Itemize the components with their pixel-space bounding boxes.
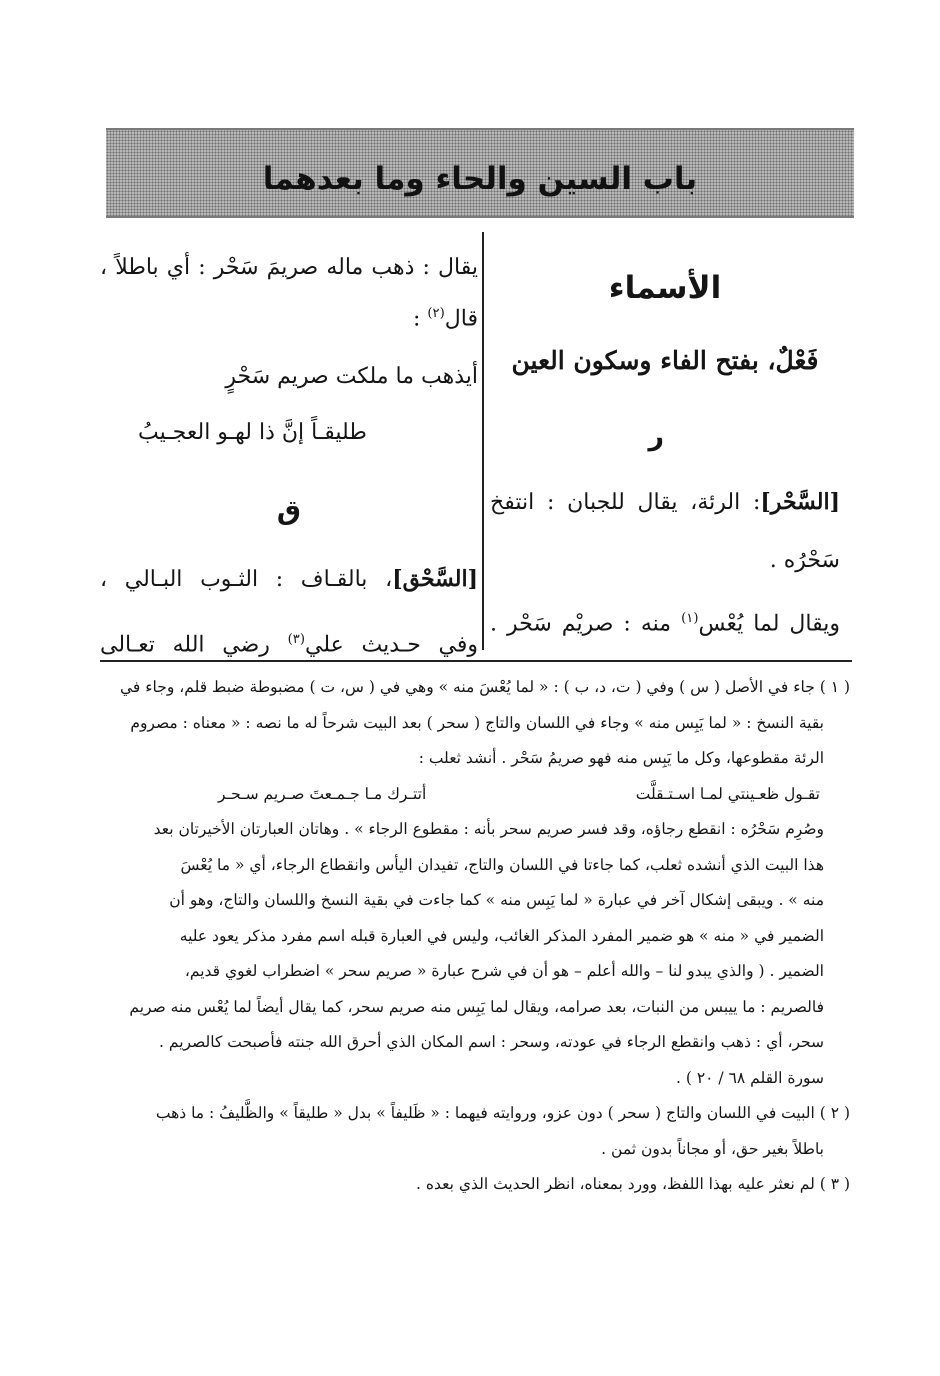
footnote-1-line: وصُرِم سَحْرُه : انقطع رجاؤه، وقد فسر صريم سحر بأنه : مقطوع الرجاء » . وهاتان العبارتان الأخيرتان بعد	[153, 820, 824, 838]
left-column	[100, 240, 478, 674]
footnote-3-line: ( ٣ ) لم نعثر عليه بهذا اللفظ، وورد بمعناه، انظر الحديث الذي بعده .	[416, 1175, 850, 1193]
footnotes	[98, 670, 850, 1203]
footnote-1-verse	[98, 777, 850, 813]
section-title: الأسماء	[608, 270, 722, 306]
entry-text: ، بالقـاف : الثـوب البـالي ،	[100, 567, 393, 593]
verse-hemistich-2: طليقـاً إنَّ ذا لهـو العجـيبُ	[138, 420, 367, 446]
footnote-1-line: ( ١ ) جاء في الأصل ( س ) وفي ( ت، د، ب ) : « لما يُعْسَ منه » وهي في ( س، ت ) مضبوطة ضبط قلم، وجاء في	[120, 678, 850, 696]
entry-sahr-line2: سَحْرُه .	[769, 548, 840, 573]
footnote-1-line: سحر، أي : ذهب وانقطع الرجاء في عودته، وسحر : اسم المكان الذي أحرق الله جنته فأصبحت كالصريم .	[159, 1033, 824, 1051]
entry-text: رضي الله تعـالى	[100, 632, 288, 658]
footnote-1-line: بقية النسخ : « لما يَبِس منه » وجاء في اللسان والتاج ( سحر ) بعد البيت شرحاً له ما نصه : « معناه : مصروم	[130, 713, 824, 732]
footnote-divider	[100, 660, 852, 662]
entry-headword: [السَّحْق]	[392, 566, 478, 593]
left-line2	[100, 296, 478, 337]
entry-sahq-line2	[100, 612, 478, 673]
footnote-ref-3[interactable]: (٣)	[287, 632, 306, 648]
entry-text: : الرئة، يقال للجبان : انتفخ	[490, 490, 761, 515]
footnote-ref-1[interactable]: (١)	[681, 611, 699, 626]
entry-sahr-line1	[490, 473, 840, 532]
footnote-1-line: الضمير في « منه » هو ضمير المفرد المذكر الغائب، وليس في العبارة قبله اسم مفرد مذكر يعود عليه	[179, 926, 824, 945]
entry-text: قال	[444, 306, 478, 332]
footnote-verse-a: تقـول ظعـينتي لمـا اسـتـقلَّت	[635, 784, 820, 803]
entry-text: :	[412, 306, 428, 332]
footnote-1-line: هذا البيت الذي أنشده ثعلب، كما جاءتا في اللسان والتاج، تفيدان اليأس وانقطاع الرجاء، أي « ما يُعْسَ	[180, 855, 824, 874]
footnote-ref-2[interactable]: (٢)	[427, 306, 445, 321]
letter-heading-qaf: ق	[276, 495, 302, 527]
letter-heading-ra: ر	[648, 421, 664, 452]
column-divider	[482, 232, 484, 650]
entry-text: وفي حـديث علي	[305, 632, 478, 658]
entry-sahq-line1	[100, 551, 478, 608]
footnote-1-line: الضمير . ( والذي يبدو لنا – والله أعلم – هو أن في شرح عبارة « صريم سحر » اضطراب لغوي قديم،	[184, 962, 824, 980]
footnote-1-line: الرئة مقطوعها، وكل ما يَبِس منه فهو صريمُ سَحْر . أنشد ثعلب :	[418, 749, 824, 767]
pattern-title: فَعْلٌ، بفتح الفاء وسكون العين	[511, 346, 819, 375]
entry-sahr-line3	[490, 590, 840, 653]
footnote-2-line: ( ٢ ) البيت في اللسان والتاج ( سحر ) دون عزو، وروايته فيهما : « ظَليفاً » بدل « طليقاً » والظَّليفُ : ما ذهب	[155, 1104, 850, 1122]
footnote-1-line: منه » . ويبقى إشكال آخر في عبارة « لما يَبِس منه » كما جاءت في بقية النسخ واللسان والتاج، وهو أن	[169, 891, 824, 909]
entry-headword: [السَّحْر]	[760, 489, 840, 515]
footnote-1-line: سورة القلم ٦٨ / ٢٠ ) .	[676, 1068, 824, 1087]
footnote-verse-b: أتتـرك مـا جـمـعتَ صـريم سـحـر	[218, 784, 427, 803]
verse-hemistich-1: أيذهب ما ملكت صريم سَحْرٍ	[225, 364, 478, 390]
chapter-banner	[106, 128, 854, 218]
chapter-title: باب السين والحاء وما بعدهما	[262, 161, 698, 197]
footnote-2-line: باطلاً بغير حق، أو مجاناً بدون ثمن .	[601, 1139, 824, 1158]
entry-text: منه : صريْم سَحْر .	[490, 611, 682, 637]
right-column	[490, 240, 840, 653]
entry-text: ويقال لما يُعْس	[698, 611, 840, 637]
footnote-1-line: فالصريم : ما ييبس من النبات، بعد صرامه، ويقال لما يَبِس منه صريم سحر، كما يقال أيضاً لما يُعْس منه صريم	[129, 997, 824, 1016]
left-line1: يقال : ذهب ماله صريمَ سَحْر : أي باطلاً ،	[100, 255, 478, 280]
